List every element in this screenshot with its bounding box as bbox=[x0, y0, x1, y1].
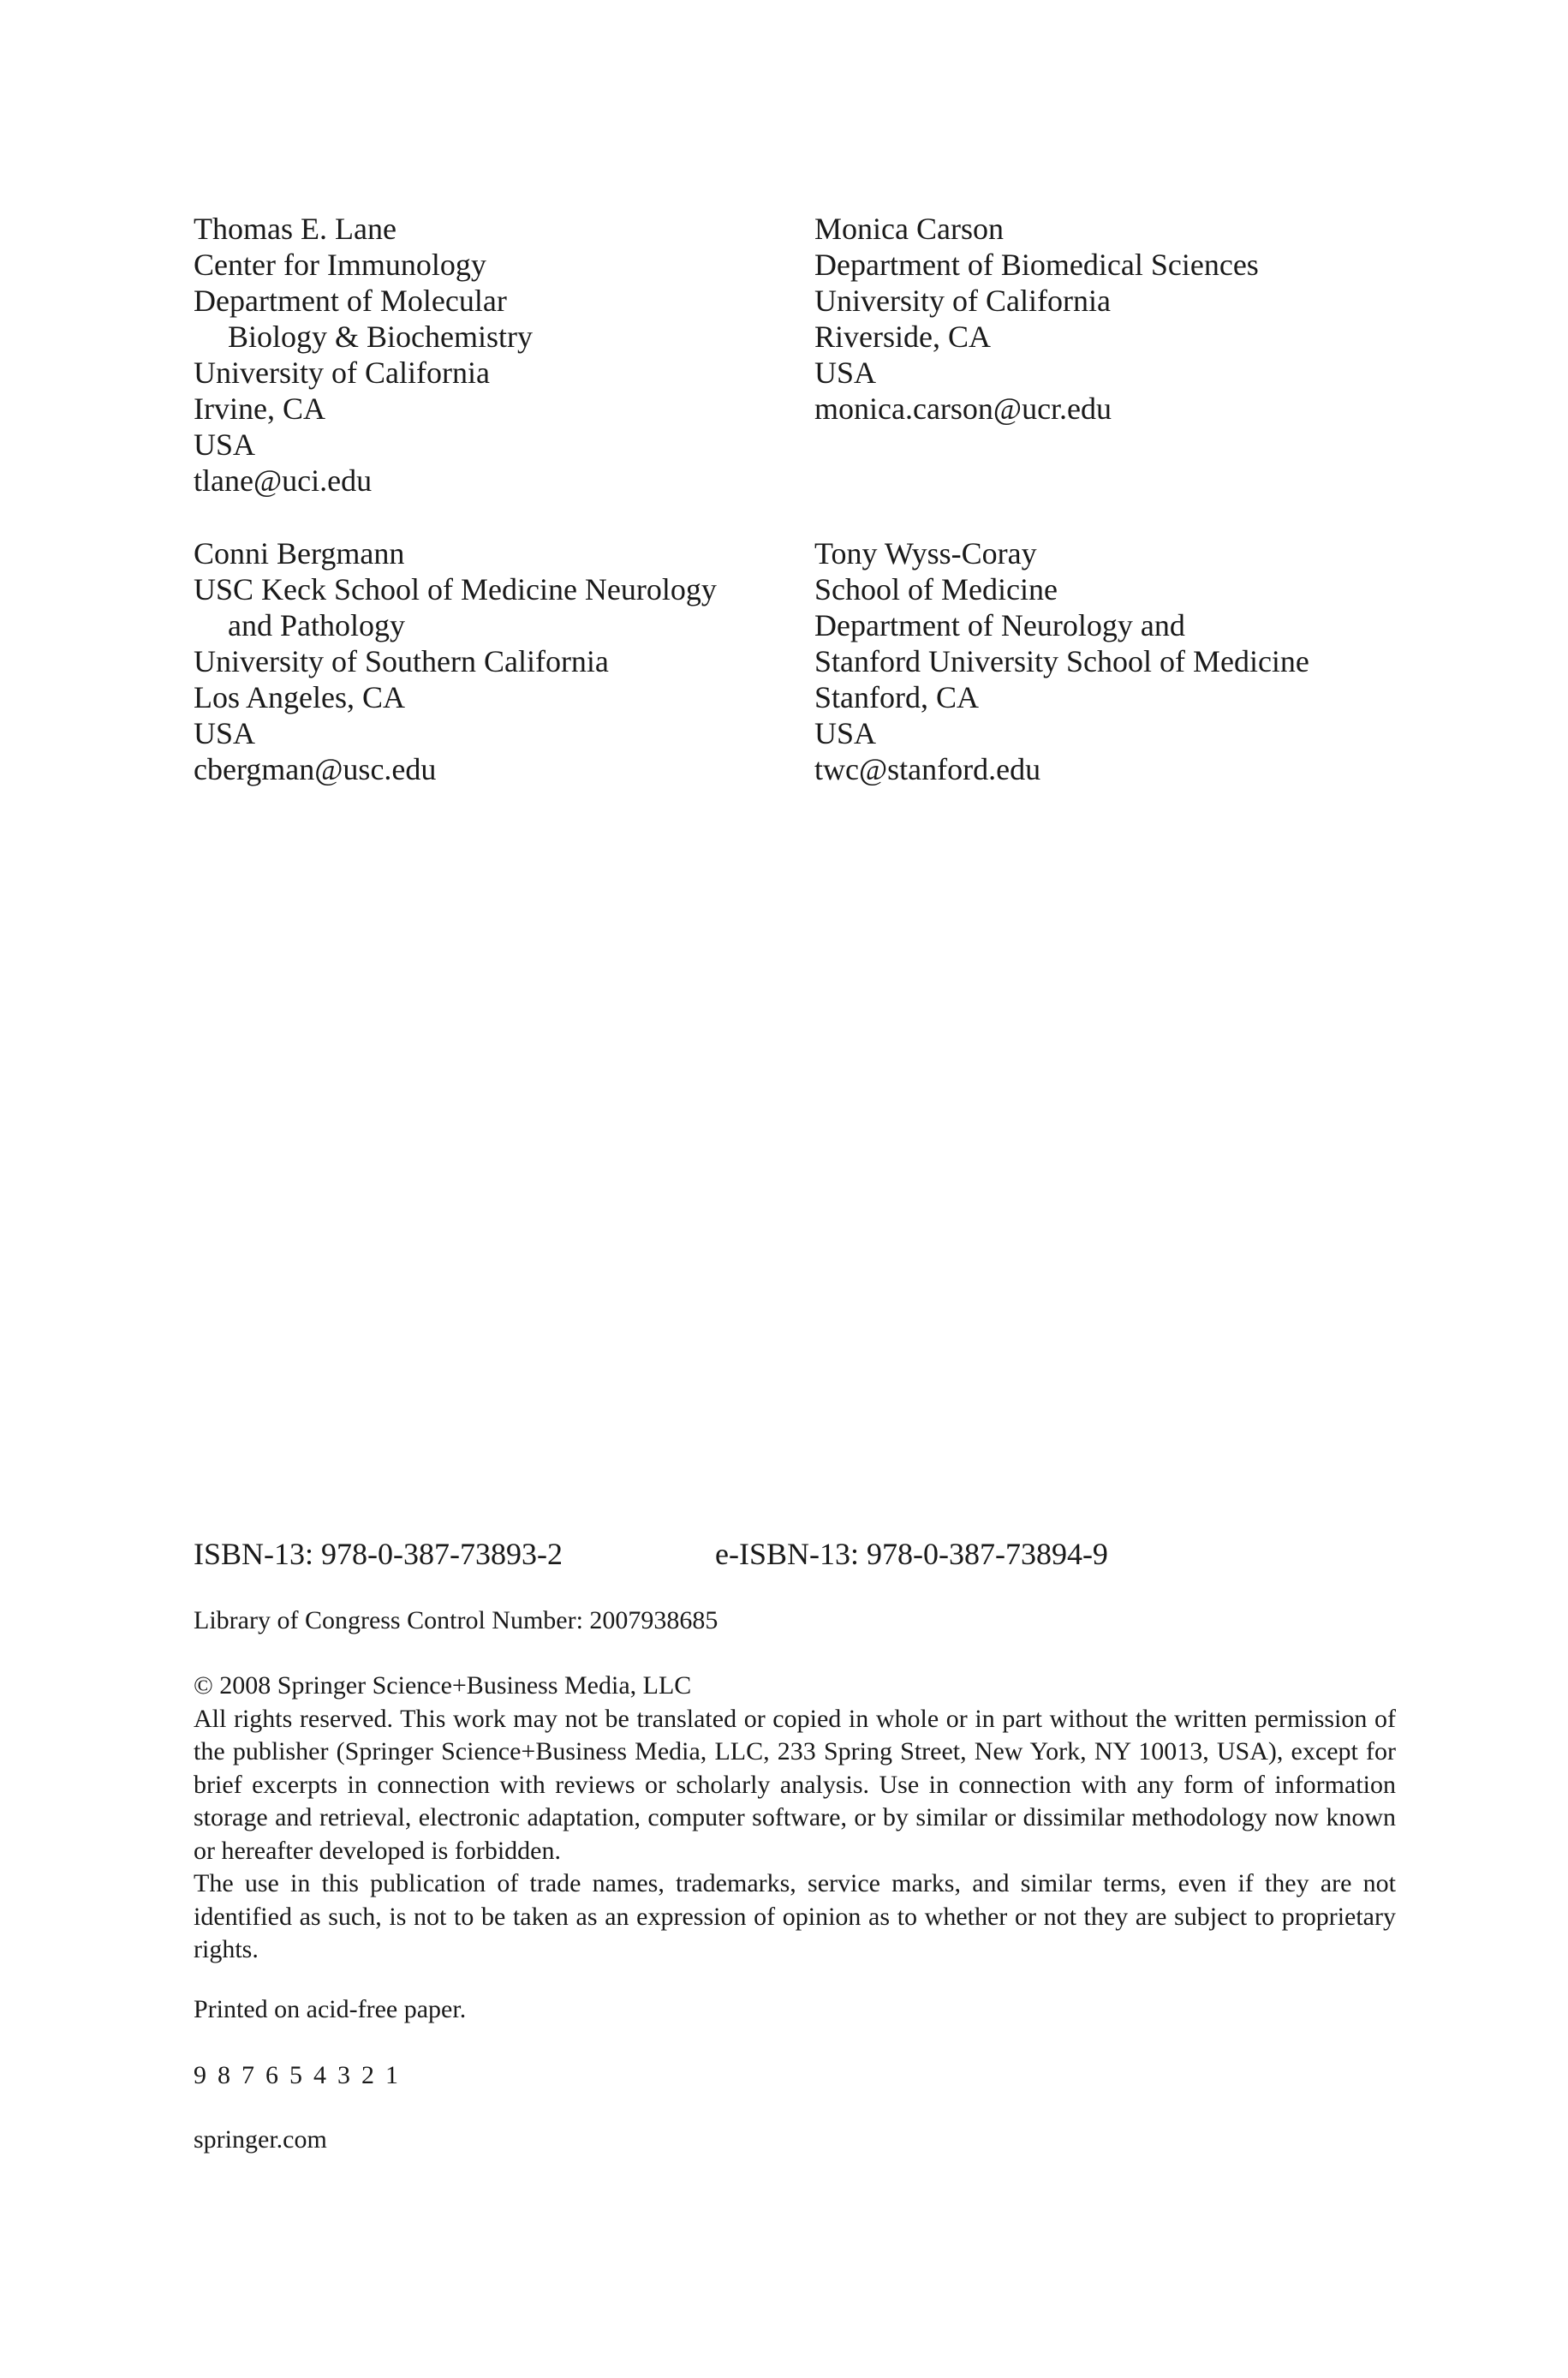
printing-number: 1 bbox=[385, 2061, 398, 2089]
printing-number: 4 bbox=[313, 2061, 326, 2089]
editor-email: tlane@uci.edu bbox=[194, 463, 373, 498]
editor-contact-bergmann bbox=[194, 535, 717, 787]
copyright-line: © 2008 Springer Science+Business Media, LLC bbox=[194, 1671, 692, 1700]
printing-number: 5 bbox=[289, 2061, 302, 2089]
affiliation-line: Biology & Biochemistry bbox=[228, 320, 533, 354]
publisher-website: springer.com bbox=[194, 2125, 327, 2154]
affiliation-line: Riverside, CA bbox=[814, 320, 991, 354]
copyright-notice bbox=[194, 1670, 1396, 1967]
editor-contact-wyss-coray bbox=[814, 535, 1309, 787]
printing-line-numbers bbox=[194, 2059, 1396, 2093]
printing-number: 3 bbox=[337, 2061, 350, 2089]
affiliation-line: University of California bbox=[814, 284, 1111, 318]
trademark-statement: The use in this publication of trade names, trademarks, service marks, and similar terms, even if they are not identified as such, is not to be taken as an expression of opinion as to whether or not they are subject to proprietary rights. bbox=[194, 1869, 1396, 1963]
editor-name: Thomas E. Lane bbox=[194, 212, 396, 246]
editor-name: Monica Carson bbox=[814, 212, 1004, 246]
editor-contact-lane bbox=[194, 211, 533, 499]
affiliation-line: USA bbox=[814, 356, 877, 390]
isbn-row bbox=[194, 1536, 1108, 1572]
affiliation-line: Department of Molecular bbox=[194, 284, 507, 318]
printing-number: 7 bbox=[241, 2061, 254, 2089]
editor-name: Conni Bergmann bbox=[194, 536, 405, 571]
editor-email: cbergman@usc.edu bbox=[194, 752, 437, 786]
editor-contact-carson bbox=[814, 211, 1259, 427]
affiliation-line: Irvine, CA bbox=[194, 391, 325, 426]
affiliation-line: Stanford, CA bbox=[814, 680, 979, 714]
printing-number: 2 bbox=[361, 2061, 374, 2089]
affiliation-line: USA bbox=[814, 716, 877, 750]
e-isbn: e-ISBN-13: 978-0-387-73894-9 bbox=[715, 1537, 1108, 1571]
affiliation-line: and Pathology bbox=[228, 608, 405, 642]
affiliation-line: Department of Neurology and bbox=[814, 608, 1185, 642]
affiliation-line: USA bbox=[194, 716, 256, 750]
editor-email: twc@stanford.edu bbox=[814, 752, 1041, 786]
editor-email: monica.carson@ucr.edu bbox=[814, 391, 1112, 426]
printing-number: 9 bbox=[194, 2061, 206, 2089]
affiliation-line: USA bbox=[194, 427, 256, 462]
lccn: Library of Congress Control Number: 2007938685 bbox=[194, 1606, 718, 1634]
affiliation-line: School of Medicine bbox=[814, 572, 1058, 606]
affiliation-line: University of California bbox=[194, 356, 490, 390]
printing-number: 8 bbox=[218, 2061, 230, 2089]
rights-statement: All rights reserved. This work may not be translated or copied in whole or in part without the written permission of the publisher (Springer Science+Business Media, LLC, 233 Spring Street, New York, NY 10013, USA), except for brief excerpts in connection with reviews or scholarly analysis. Use in connection with any form of information storage and retrieval, electronic adaptation, computer software, or by similar or dissimilar methodology now known or hereafter developed is forbidden. bbox=[194, 1704, 1396, 1865]
affiliation-line: Stanford University School of Medicine bbox=[814, 644, 1309, 678]
affiliation-line: Los Angeles, CA bbox=[194, 680, 405, 714]
affiliation-line: USC Keck School of Medicine Neurology bbox=[194, 572, 717, 606]
isbn: ISBN-13: 978-0-387-73893-2 bbox=[194, 1537, 563, 1571]
printing-number: 6 bbox=[265, 2061, 278, 2089]
editor-name: Tony Wyss-Coray bbox=[814, 536, 1037, 571]
paper-statement: Printed on acid-free paper. bbox=[194, 1995, 467, 2023]
affiliation-line: Department of Biomedical Sciences bbox=[814, 248, 1259, 282]
affiliation-line: University of Southern California bbox=[194, 644, 609, 678]
affiliation-line: Center for Immunology bbox=[194, 248, 486, 282]
